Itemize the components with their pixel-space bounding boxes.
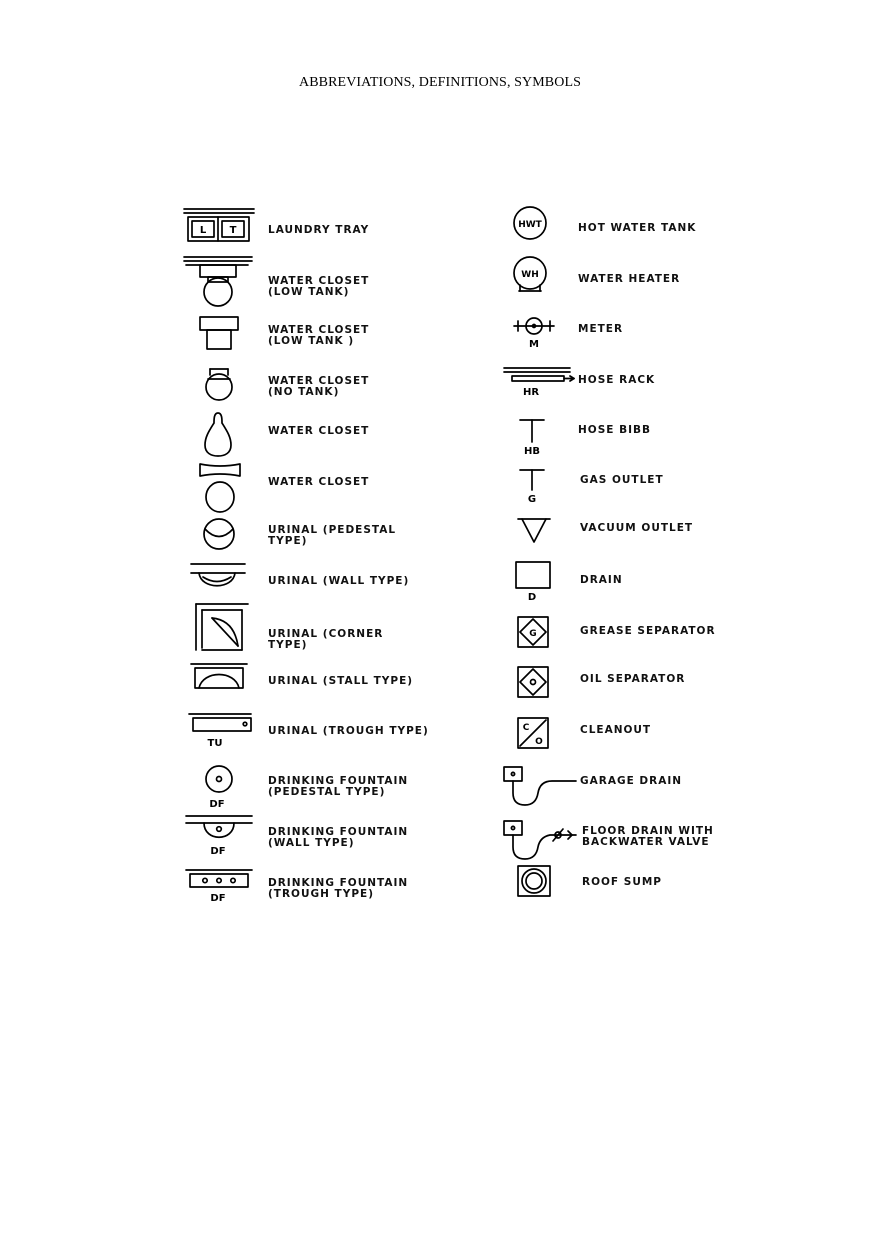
urinal-trough-code: TU [207, 738, 223, 749]
gas-outlet-code: G [527, 494, 537, 505]
drinking-fountain-wall-symbol [182, 812, 258, 858]
hose-rack-label: HOSE RACK [578, 374, 656, 386]
hose-bibb-code: HB [524, 446, 540, 457]
garage-drain-label: GARAGE DRAIN [580, 775, 683, 787]
water-closet-no-tank-symbol [190, 363, 250, 405]
drain-code: D [527, 592, 537, 603]
urinal-trough-symbol [185, 710, 257, 750]
laundry-tray-symbol [180, 205, 260, 245]
cleanout-code-o: O [535, 737, 543, 747]
water-heater-symbol [505, 253, 555, 297]
oil-separator-label: OIL SEPARATOR [580, 673, 686, 685]
water-closet-oval-symbol [190, 460, 250, 516]
roof-sump-symbol [514, 862, 556, 902]
laundry-tray-code-t: T [229, 225, 237, 236]
drinking-fountain-wall-code: DF [210, 846, 226, 857]
urinal-wall-label: URINAL (WALL TYPE) [268, 575, 410, 587]
hose-rack-code: HR [522, 387, 540, 398]
grease-separator-symbol [514, 613, 554, 653]
roof-sump-label: ROOF SUMP [582, 876, 662, 888]
hot-water-tank-symbol [505, 203, 555, 245]
vacuum-outlet-symbol [512, 514, 556, 548]
water-closet-low-tank-round-label: WATER CLOSET (LOW TANK) [268, 275, 370, 298]
laundry-tray-label: LAUNDRY TRAY [268, 224, 370, 236]
urinal-corner-symbol [190, 600, 256, 656]
page-title: ABBREVIATIONS, DEFINITIONS, SYMBOLS [299, 75, 581, 90]
drinking-fountain-wall-label: DRINKING FOUNTAIN (WALL TYPE) [268, 826, 409, 849]
garage-drain-symbol [498, 763, 580, 813]
floor-drain-backwater-valve-label: FLOOR DRAIN WITH BACKWATER VALVE [582, 825, 714, 848]
drain-symbol [512, 558, 556, 604]
water-closet-oval-label: WATER CLOSET [268, 476, 370, 488]
hose-bibb-symbol [512, 414, 552, 458]
drain-label: DRAIN [580, 574, 623, 586]
meter-symbol [510, 314, 558, 350]
urinal-stall-symbol [185, 660, 255, 694]
hose-bibb-label: HOSE BIBB [578, 424, 652, 436]
drinking-fountain-trough-symbol [182, 866, 258, 906]
gas-outlet-symbol [512, 464, 552, 506]
meter-code: M [529, 339, 539, 350]
gas-outlet-label: GAS OUTLET [580, 474, 664, 486]
water-closet-low-tank-label: WATER CLOSET (LOW TANK ) [268, 324, 370, 347]
vacuum-outlet-label: VACUUM OUTLET [580, 522, 694, 534]
hot-water-tank-label: HOT WATER TANK [578, 222, 697, 234]
drinking-fountain-trough-code: DF [210, 893, 226, 904]
urinal-stall-label: URINAL (STALL TYPE) [268, 675, 414, 687]
cleanout-label: CLEANOUT [580, 724, 652, 736]
water-closet-elongated-symbol [195, 409, 245, 459]
urinal-corner-label: URINAL (CORNER TYPE) [268, 628, 384, 651]
grease-separator-label: GREASE SEPARATOR [580, 625, 716, 637]
cleanout-code-c: C [522, 723, 530, 733]
urinal-pedestal-symbol [195, 512, 245, 554]
water-closet-low-tank-symbol [190, 313, 250, 353]
drinking-fountain-pedestal-symbol [195, 762, 245, 810]
meter-label: METER [578, 323, 624, 335]
water-closet-no-tank-label: WATER CLOSET (NO TANK) [268, 375, 370, 398]
drinking-fountain-trough-label: DRINKING FOUNTAIN (TROUGH TYPE) [268, 877, 409, 900]
grease-separator-code: G [529, 629, 537, 639]
urinal-trough-label: URINAL (TROUGH TYPE) [268, 725, 429, 737]
water-heater-label: WATER HEATER [578, 273, 681, 285]
floor-drain-backwater-valve-symbol [498, 817, 580, 867]
drinking-fountain-pedestal-code: DF [209, 799, 225, 810]
urinal-pedestal-label: URINAL (PEDESTAL TYPE) [268, 524, 397, 547]
water-closet-elongated-label: WATER CLOSET [268, 425, 370, 437]
laundry-tray-code-l: L [199, 225, 207, 236]
hot-water-tank-code: HWT [518, 220, 542, 230]
water-heater-code: WH [521, 270, 539, 280]
urinal-wall-symbol [185, 560, 255, 600]
oil-separator-symbol [514, 663, 554, 703]
hose-rack-symbol [500, 364, 578, 400]
water-closet-low-tank-round-symbol [180, 253, 260, 309]
drinking-fountain-pedestal-label: DRINKING FOUNTAIN (PEDESTAL TYPE) [268, 775, 409, 798]
cleanout-symbol [514, 714, 554, 754]
